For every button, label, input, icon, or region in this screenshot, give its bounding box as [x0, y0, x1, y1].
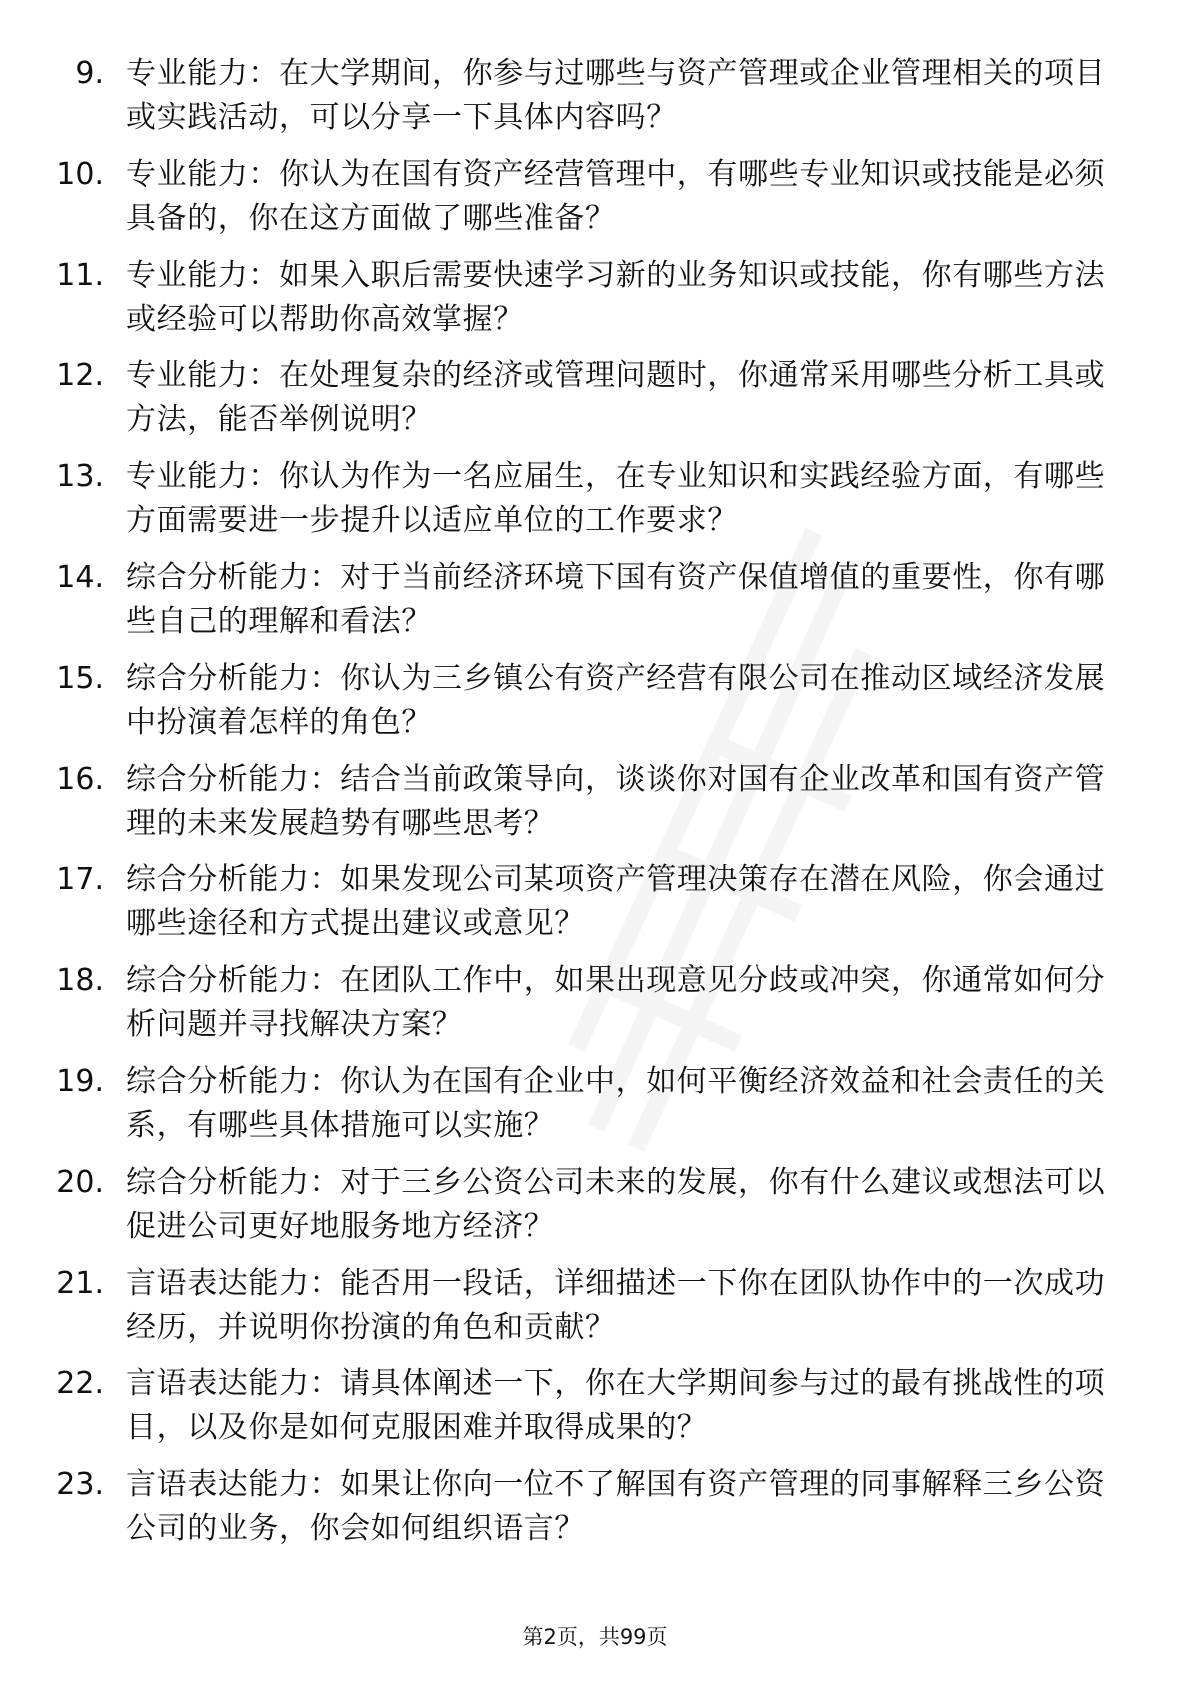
- question-number: 16.: [56, 761, 104, 797]
- question-number: 12.: [56, 358, 104, 394]
- question-text: 综合分析能力：在团队工作中，如果出现意见分歧或冲突，你通常如何分析问题并寻找解决方案？: [126, 963, 1106, 1043]
- question-item: [0, 1161, 1190, 1262]
- question-number: 14.: [56, 559, 104, 595]
- question-item: [0, 153, 1190, 254]
- question-number: 20.: [56, 1164, 104, 1200]
- question-item: [0, 254, 1190, 355]
- question-number: 10.: [56, 156, 104, 192]
- question-text: 综合分析能力：你认为三乡镇公有资产经营有限公司在推动区域经济发展中扮演着怎样的角色？: [126, 660, 1106, 740]
- question-number: 9.: [75, 56, 104, 91]
- question-text: 专业能力：你认为作为一名应届生，在专业知识和实践经验方面，有哪些方面需要进一步提升以适应单位的工作要求？: [126, 459, 1106, 539]
- question-number: 19.: [56, 1063, 104, 1099]
- question-number: 15.: [56, 660, 104, 696]
- question-item: [0, 959, 1190, 1060]
- question-text: 综合分析能力：对于当前经济环境下国有资产保值增值的重要性，你有哪些自己的理解和看法？: [126, 559, 1106, 639]
- question-text: 综合分析能力：结合当前政策导向，谈谈你对国有企业改革和国有资产管理的未来发展趋势有哪些思考？: [126, 761, 1106, 841]
- question-item: [0, 455, 1190, 556]
- question-text: 言语表达能力：能否用一段话，详细描述一下你在团队协作中的一次成功经历，并说明你扮演的角色和贡献？: [126, 1265, 1106, 1345]
- question-item: [0, 657, 1190, 758]
- question-item: [0, 354, 1190, 455]
- question-text: 专业能力：如果入职后需要快速学习新的业务知识或技能，你有哪些方法或经验可以帮助你高效掌握？: [126, 257, 1106, 337]
- question-item: [0, 758, 1190, 859]
- question-item: [0, 1262, 1190, 1363]
- question-item: [0, 1362, 1190, 1463]
- question-text: 综合分析能力：如果发现公司某项资产管理决策存在潜在风险，你会通过哪些途径和方式提出建议或意见？: [126, 862, 1106, 942]
- question-item: [0, 52, 1190, 153]
- question-number: 21.: [56, 1265, 104, 1301]
- page-footer: 第2页，共99页: [522, 1625, 668, 1649]
- question-item: [0, 858, 1190, 959]
- question-number: 18.: [56, 963, 104, 999]
- question-text: 综合分析能力：对于三乡公资公司未来的发展，你有什么建议或想法可以促进公司更好地服务地方经济？: [126, 1164, 1106, 1244]
- question-text: 言语表达能力：如果让你向一位不了解国有资产管理的同事解释三乡公资公司的业务，你会如何组织语言？: [126, 1467, 1106, 1547]
- question-number: 13.: [56, 459, 104, 495]
- question-number: 22.: [56, 1366, 104, 1402]
- question-item: [0, 1060, 1190, 1161]
- question-item: [0, 556, 1190, 657]
- question-text: 综合分析能力：你认为在国有企业中，如何平衡经济效益和社会责任的关系，有哪些具体措施可以实施？: [126, 1063, 1106, 1143]
- question-number: 17.: [56, 862, 104, 898]
- question-text: 专业能力：在处理复杂的经济或管理问题时，你通常采用哪些分析工具或方法，能否举例说明？: [126, 358, 1106, 438]
- question-text: 言语表达能力：请具体阐述一下，你在大学期间参与过的最有挑战性的项目，以及你是如何克服困难并取得成果的？: [126, 1366, 1106, 1446]
- question-item: [0, 1463, 1190, 1564]
- question-number: 11.: [56, 257, 104, 293]
- question-text: 专业能力：在大学期间，你参与过哪些与资产管理或企业管理相关的项目或实践活动，可以分享一下具体内容吗？: [126, 56, 1106, 135]
- question-number: 23.: [56, 1467, 104, 1503]
- question-text: 专业能力：你认为在国有资产经营管理中，有哪些专业知识或技能是必须具备的，你在这方面做了哪些准备？: [126, 156, 1106, 236]
- question-list: [0, 52, 1190, 1564]
